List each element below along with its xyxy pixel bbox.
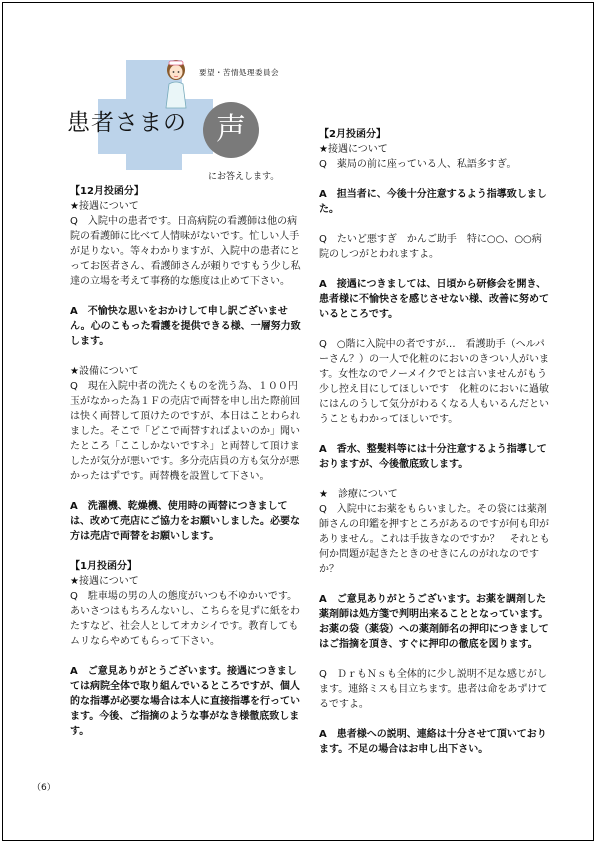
paragraph-spacer: [319, 217, 551, 232]
paragraph-spacer: [319, 472, 551, 487]
text-paragraph: A 担当者に、今後十分注意するよう指導致しました。: [319, 189, 547, 215]
paragraph-spacer: [319, 712, 551, 727]
text-paragraph: ★接遇について: [70, 576, 139, 587]
text-paragraph: A 不愉快な思いをおかけして申し訳ございません。心のこもった看護を提供できる様、一層努力致します。: [70, 306, 301, 347]
nurse-illustration-icon: [160, 58, 192, 110]
right-column: [319, 127, 551, 757]
page-title: 患者さまの: [67, 110, 187, 136]
committee-name: 要望・苦情処理委員会: [199, 68, 279, 77]
text-paragraph: A 香水、整髪料等には十分注意するよう指導しておりますが、今後徹底致します。: [319, 444, 547, 470]
title-voice-badge: 声: [203, 102, 259, 158]
text-paragraph: A ご意見ありがとうございます。お薬を調剤した薬剤師は処方箋で判明出来ることとなっています。お薬の袋（薬袋）への薬剤師名の押印につきましてはご指摘を頂き、すぐに押印の徹底を図ります。: [319, 594, 549, 650]
text-paragraph: A 患者様への説明、連絡は十分させて頂いております。不足の場合はお申し出下さい。: [319, 729, 547, 755]
paragraph-spacer: [70, 649, 305, 664]
paragraph-spacer: [319, 427, 551, 442]
text-paragraph: Q 入院中にお薬をもらいました。その袋には薬剤師さんの印鑑を押すところがあるのですが何も印がありません。これは手抜きなのですか？ それとも何か問題が起きたときのせきにんのがれなのですか？: [319, 504, 550, 575]
page-number: （6）: [32, 783, 56, 793]
paragraph-spacer: [319, 322, 551, 337]
paragraph-spacer: [70, 484, 305, 499]
paragraph-spacer: [70, 289, 305, 304]
paragraph-spacer: [319, 577, 551, 592]
text-paragraph: Q 薬局の前に座っている人、私語多すぎ。: [319, 159, 517, 170]
text-paragraph: A 洗濯機、乾燥機、使用時の両替につきましては、改めて売店にご協力をお願いしました。必要な方は売店で両替をお願いします。: [70, 501, 300, 542]
text-paragraph: ★接遇について: [70, 201, 139, 212]
text-paragraph: Q 駐車場の男の人の態度がいつも不ゆかいです。あいさつはもちろんないし、こちらを見ずに紙をわたすなど、社会人としてオカシイです。教育してもムリならやめてもらって下さい。: [70, 591, 300, 647]
page-subtitle: にお答えします。: [208, 172, 280, 182]
text-paragraph: Q 現在入院中者の洗たくものを洗う為、１００円玉がなかった為１Ｆの売店で両替を申し出た際前回は快く両替して頂けたのですが、本日はことわられました。そこで「どこで両替すればよいのか」聞いたところ「ここしかないですネ」と両替して頂けましたが気分が悪いです。多分売店員の方も気分が悪かったはずです。両替機を設置して下さい。: [70, 381, 300, 482]
text-paragraph: ★設備について: [70, 366, 139, 377]
paragraph-spacer: [70, 349, 305, 364]
text-paragraph: Q ○階に入院中の者ですが… 看護助手（ヘルパーさん？）の一人で化粧のにおいのきつい人がいます。女性なのでノーメイクでとは言いませんがもう少し控え目にしてほしいです 化粧のにおいに過敏にはんのうして気分がわるくなる人もいるんだということもわかってほしいです。: [319, 339, 549, 425]
text-paragraph: A ご意見ありがとうございます。接遇につきましては病院全体で取り組んでいるところですが、個人的な指導が必要な場合は本人に直接指導を行っています。今後、ご指摘のような事がなき様徹底致します。: [70, 666, 300, 737]
text-paragraph: Q ＤｒもＮｓも全体的に少し説明不足な感じがします。連絡ミスも目立ちます。患者は命をあずけてるですよ。: [319, 669, 548, 710]
text-paragraph: ★接遇について: [319, 144, 388, 155]
text-paragraph: 【2月投函分】: [319, 129, 386, 140]
paragraph-spacer: [319, 172, 551, 187]
text-paragraph: ★ 診療について: [319, 489, 398, 500]
paragraph-spacer: [319, 652, 551, 667]
paragraph-spacer: [319, 262, 551, 277]
text-paragraph: 【12月投函分】: [70, 186, 144, 197]
page: [2, 2, 594, 841]
text-paragraph: A 接遇につきましては、日頃から研修会を開き、患者様に不愉快さを感じさせない様、改善に努めているところです。: [319, 279, 549, 320]
text-paragraph: Q たいど悪すぎ かんご助手 特に○○、○○病院のしつがとわれますよ。: [319, 234, 542, 260]
paragraph-spacer: [70, 544, 305, 559]
left-column: [70, 184, 305, 739]
text-paragraph: Q 入院中の患者です。日高病院の看護師は他の病院の看護師に比べて人情味がないです。忙しい人手が足りない。等々わかりますが、入院中の患者にとってお医者さん、看護師さんが頼りですもう少し私達の立場を考えて事務的な態度は止めて下さい。: [70, 216, 301, 287]
text-paragraph: 【1月投函分】: [70, 561, 137, 572]
